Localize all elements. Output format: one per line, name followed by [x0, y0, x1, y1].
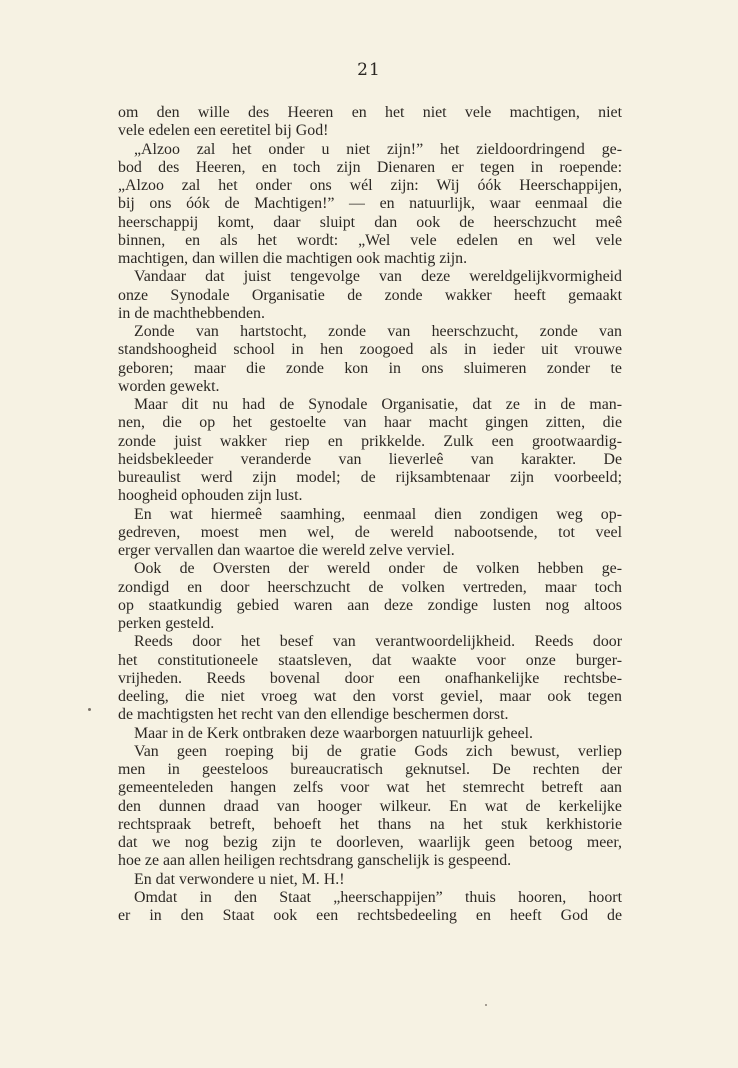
text-line: geboren; maar die zonde kon in ons sluimeren zonder te [118, 359, 622, 377]
text-line: rechtspraak betreft, behoeft het thans na het stuk kerkhistorie [118, 815, 622, 833]
margin-speck [88, 708, 91, 711]
text-line: perken gesteld. [118, 615, 215, 632]
text-line: nen, die op het gestoelte van haar macht gingen zitten, die [118, 414, 622, 432]
text-line: men in geesteloos bureaucratisch geknutsel. De rechten der [118, 761, 622, 778]
text-line: En wat hiermeê saamhing, eenmaal dien zondigen weg op- [134, 505, 622, 523]
page-speck [485, 1004, 487, 1006]
text-line: Van geen roeping bij de gratie Gods zich bewust, verliep [134, 742, 622, 760]
text-line: heidsbekleeder veranderde van lieverleê van karakter. De [118, 450, 622, 468]
text-line: zondigd en door heerschzucht de volken vertreden, maar toch [118, 578, 622, 596]
text-line: deeling, die niet vroeg wat den vorst geviel, maar ook tegen [118, 688, 622, 705]
text-line: er in den Staat ook een rechtsbedeeling en heeft God de [118, 907, 622, 924]
text-line: in de machthebbenden. [118, 304, 265, 322]
text-line: erger vervallen dan waartoe die wereld zelve verviel. [118, 542, 455, 559]
text-line: binnen, en als het wordt: „Wel vele edelen en wel vele [118, 231, 622, 249]
text-line: het constitutioneele staatsleven, dat waakte voor onze burger- [118, 651, 622, 669]
text-line: standshoogheid school in hen zoogoed als in ieder uit vrouwe [118, 341, 622, 359]
text-line: Zonde van hartstocht, zonde van heerschzucht, zonde van [134, 323, 622, 340]
text-line: Maar dit nu had de Synodale Organisatie, dat ze in de man- [134, 396, 622, 413]
text-line: „Alzoo zal het onder u niet zijn!” het zieldoordringend ge- [134, 140, 622, 158]
text-line: En dat verwondere u niet, M. H.! [134, 870, 345, 888]
text-line: heerschappij komt, daar sluipt dan ook de heerschzucht meê [118, 213, 622, 231]
text-line: hoogheid ophouden zijn lust. [118, 487, 303, 505]
text-line: den dunnen draad van hooger wilkeur. En wat de kerkelijke [118, 797, 622, 815]
page-number: 21 [357, 60, 381, 80]
text-line: bij ons óók de Machtigen!” — en natuurlijk, waar eenmaal die [118, 195, 622, 213]
text-line: worden gewekt. [118, 377, 220, 395]
text-line: Ook de Oversten der wereld onder de volken hebben ge- [134, 560, 622, 578]
text-line: Vandaar dat juist tengevolge van deze wereldgelijkvormigheid [134, 268, 622, 286]
text-line: zonde juist wakker riep en prikkelde. Zulk een grootwaardig- [118, 432, 622, 450]
body-text [118, 104, 622, 925]
text-line: gedreven, moest men wel, de wereld nabootsende, tot veel [118, 523, 622, 541]
text-line: de machtigsten het recht van den ellendige beschermen dorst. [118, 706, 509, 724]
text-line: om den wille des Heeren en het niet vele machtigen, niet [118, 104, 622, 121]
text-line: op staatkundig gebied waren aan deze zondige lusten nog altoos [118, 596, 622, 614]
text-line: hoe ze aan allen heiligen rechtsdrang ganschelijk is gespeend. [118, 852, 512, 870]
text-line: dat we nog bezig zijn te doorleven, waarlijk geen betoog meer, [118, 834, 622, 851]
text-line: vrijheden. Reeds bovenal door een onafhankelijke rechtsbe- [118, 669, 622, 687]
text-line: bureaulist werd zijn model; de rijksambtenaar zijn voorbeeld; [118, 469, 622, 486]
text-line: „Alzoo zal het onder ons wél zijn: Wij óók Heerschappijen, [118, 177, 622, 194]
text-line: Maar in de Kerk ontbraken deze waarborgen natuurlijk geheel. [134, 724, 534, 742]
text-line: bod des Heeren, en toch zijn Dienaren er tegen in roepende: [118, 158, 622, 176]
text-line: machtigen, dan willen die machtigen ook machtig zijn. [118, 250, 468, 267]
text-line: gemeenteleden hangen zelfs voor wat het stemrecht betreft aan [118, 779, 622, 797]
text-line: Reeds door het besef van verantwoordelijkheid. Reeds door [134, 633, 622, 651]
text-line: Omdat in den Staat „heerschappijen” thuis hooren, hoort [134, 888, 622, 906]
text-line: onze Synodale Organisatie de zonde wakker heeft gemaakt [118, 286, 622, 304]
text-line: vele edelen een eeretitel bij God! [118, 122, 329, 140]
